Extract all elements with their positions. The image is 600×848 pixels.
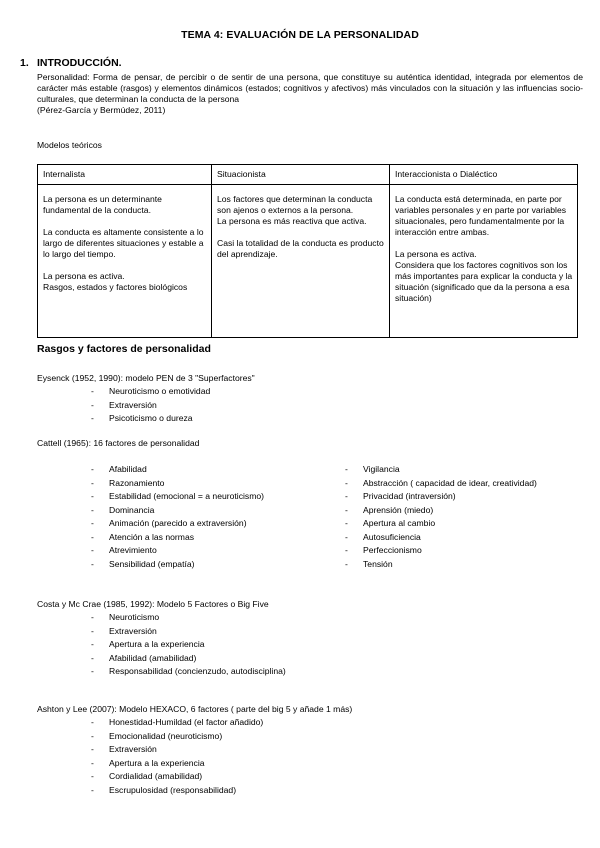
eysenck-list <box>91 386 210 427</box>
models-label: Modelos teóricos <box>37 140 102 150</box>
cattell-author: Cattell (1965): 16 factores de personalidad <box>37 438 200 448</box>
list-item: - Extraversión <box>91 744 263 758</box>
personality-definition: Personalidad: Forma de pensar, de percibir o de sentir de una persona, que constituye su auténtica identidad, integrada por elementos de carácter más estable (rasgos) y elementos dinámicos (estados; cognitivos y afectivos) más vinculados con la situación y las influencias socio-culturales, que determinan la conducta de la persona <box>37 72 583 104</box>
theoretical-models-table <box>37 164 578 338</box>
eysenck-author: Eysenck (1952, 1990): modelo PEN de 3 "Superfactores" <box>37 373 255 383</box>
cattell-list-right <box>345 464 537 572</box>
cell-text: La persona es un determinante fundamental de la conducta. <box>43 194 162 215</box>
document-title: TEMA 4: EVALUACIÓN DE LA PERSONALIDAD <box>181 29 419 41</box>
table-row <box>38 185 578 338</box>
list-item: - Extraversión <box>91 400 210 414</box>
header-situacionista: Situacionista <box>212 165 390 185</box>
cell-text: La conducta está determinada, en parte por variables personales y en parte por variables situacionales, pero fundamentalmente por la interacción entre ambas. <box>395 194 567 237</box>
header-internalista: Internalista <box>38 165 212 185</box>
list-item: - Vigilancia <box>345 464 537 478</box>
section-number: 1. <box>20 57 29 69</box>
list-item: - Apertura a la experiencia <box>91 758 263 772</box>
list-item: - Autosuficiencia <box>345 532 537 546</box>
cell-text: La persona es activa. <box>395 249 477 259</box>
list-item: - Apertura a la experiencia <box>91 639 286 653</box>
ashton-author: Ashton y Lee (2007): Modelo HEXACO, 6 factores ( parte del big 5 y añade 1 más) <box>37 704 353 714</box>
costa-list <box>91 612 286 680</box>
cell-text: Rasgos, estados y factores biológicos <box>43 282 188 292</box>
list-item: - Dominancia <box>91 505 264 519</box>
list-item: - Atrevimiento <box>91 545 264 559</box>
cell-interaccionista <box>390 185 578 338</box>
list-item: - Animación (parecido a extraversión) <box>91 518 264 532</box>
cell-situacionista <box>212 185 390 338</box>
list-item: - Sensibilidad (empatía) <box>91 559 264 573</box>
cell-text: Considera que los factores cognitivos son los más importantes para explicar la conducta y la situación (significado que da la persona a esa situación) <box>395 260 573 303</box>
list-item: - Atención a las normas <box>91 532 264 546</box>
costa-author: Costa y Mc Crae (1985, 1992): Modelo 5 Factores o Big Five <box>37 599 269 609</box>
section-title: INTRODUCCIÓN. <box>37 57 122 69</box>
list-item: - Psicoticismo o dureza <box>91 413 210 427</box>
list-item: - Afabilidad <box>91 464 264 478</box>
cell-text: Los factores que determinan la conducta son ajenos o externos a la persona. <box>217 194 373 215</box>
list-item: - Honestidad-Humildad (el factor añadido) <box>91 717 263 731</box>
traits-heading: Rasgos y factores de personalidad <box>37 343 211 355</box>
list-item: - Aprensión (miedo) <box>345 505 537 519</box>
cell-text: Casi la totalidad de la conducta es producto del aprendizaje. <box>217 238 384 259</box>
list-item: - Neuroticismo o emotividad <box>91 386 210 400</box>
list-item: - Cordialidad (amabilidad) <box>91 771 263 785</box>
cell-text: La persona es más reactiva que activa. <box>217 216 367 226</box>
list-item: - Razonamiento <box>91 478 264 492</box>
ashton-list <box>91 717 263 798</box>
list-item: - Responsabilidad (concienzudo, autodisciplina) <box>91 666 286 680</box>
list-item: - Perfeccionismo <box>345 545 537 559</box>
table-header-row <box>38 165 578 185</box>
list-item: - Estabilidad (emocional = a neuroticismo) <box>91 491 264 505</box>
cell-text: La persona es activa. <box>43 271 125 281</box>
cell-internalista <box>38 185 212 338</box>
cattell-list-left <box>91 464 264 572</box>
list-item: - Escrupulosidad (responsabilidad) <box>91 785 263 799</box>
list-item: - Emocionalidad (neuroticismo) <box>91 731 263 745</box>
list-item: - Abstracción ( capacidad de idear, creatividad) <box>345 478 537 492</box>
list-item: - Privacidad (intraversión) <box>345 491 537 505</box>
header-interaccionista: Interaccionista o Dialéctico <box>390 165 578 185</box>
list-item: - Afabilidad (amabilidad) <box>91 653 286 667</box>
list-item: - Extraversión <box>91 626 286 640</box>
list-item: - Tensión <box>345 559 537 573</box>
definition-citation: (Pérez-García y Bermúdez, 2011) <box>37 105 166 115</box>
cell-text: La conducta es altamente consistente a lo largo de diferentes situaciones y estable a lo largo del tiempo. <box>43 227 204 259</box>
list-item: - Neuroticismo <box>91 612 286 626</box>
list-item: - Apertura al cambio <box>345 518 537 532</box>
intro-paragraph <box>37 72 583 116</box>
